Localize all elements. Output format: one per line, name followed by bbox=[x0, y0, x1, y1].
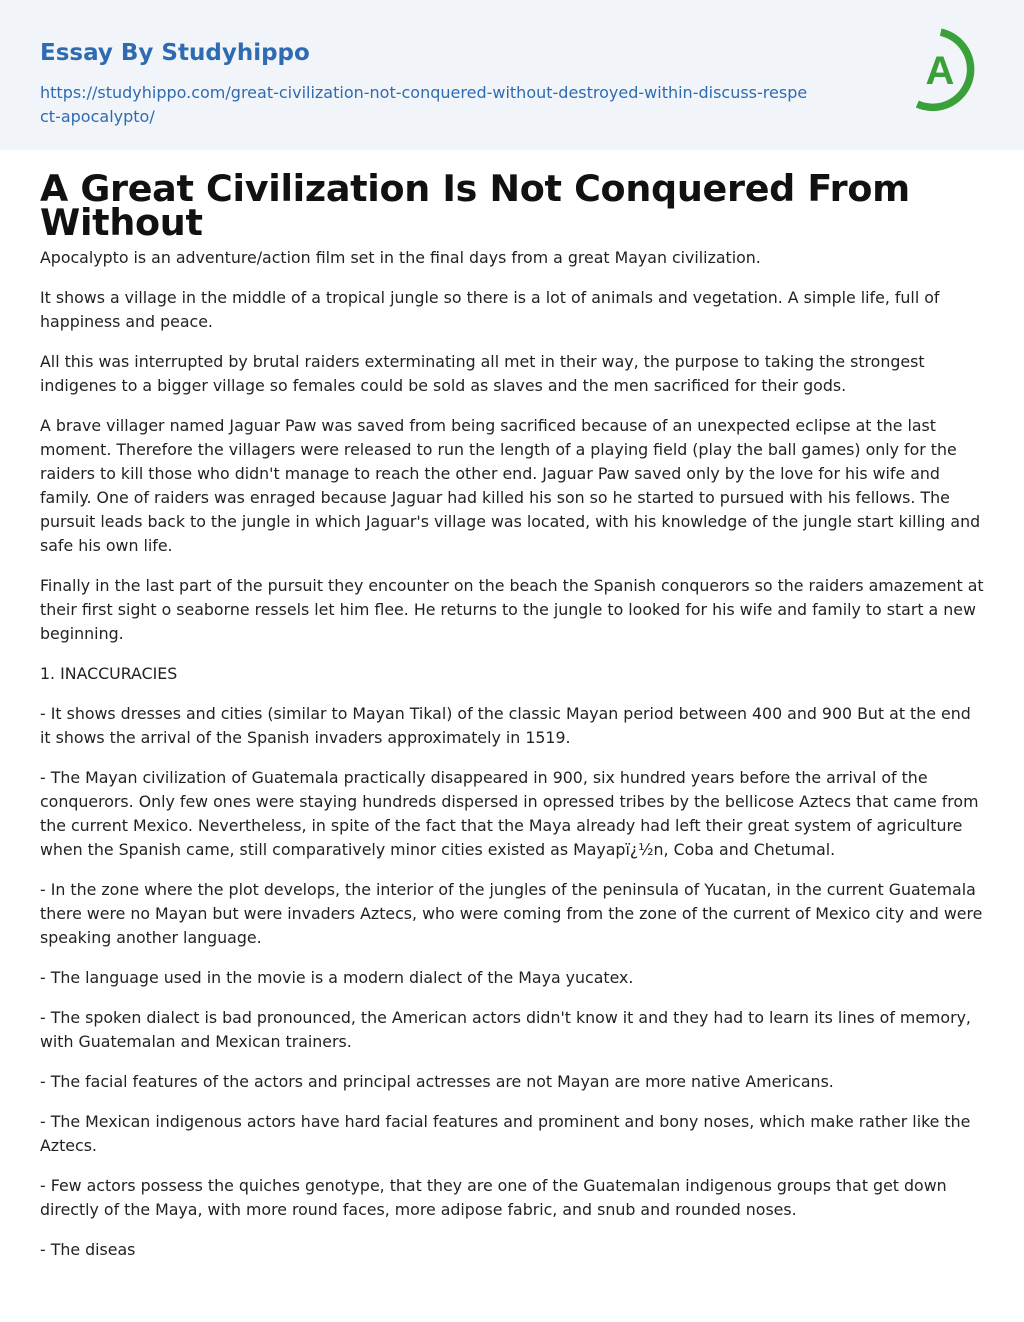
logo-letter: A bbox=[925, 49, 955, 93]
essay-title: A Great Civilization Is Not Conquered From Without bbox=[40, 167, 910, 244]
studyhippo-logo-icon[interactable] bbox=[905, 27, 991, 117]
essay-paragraph: Apocalypto is an adventure/action film set in the final days from a great Mayan civilization. bbox=[40, 248, 761, 267]
essay-paragraph: A brave villager named Jaguar Paw was saved from being sacrificed because of an unexpected eclipse at the last moment. Therefore the villagers were released to run the length of a playing field (play the ball games) only for the raiders to kill those who didn't manage to reach the other end. Jaguar Paw saved only by the love for his wife and family. One of raiders was enraged because Jaguar had killed his son so he started to pursued with his fellows. The pursuit leads back to the jungle in which Jaguar's village was located, with his knowledge of the jungle start killing and safe his own life. bbox=[40, 416, 981, 555]
essay-paragraph: - The facial features of the actors and principal actresses are not Mayan are more native Americans. bbox=[40, 1072, 834, 1091]
essay-content bbox=[0, 150, 1024, 1262]
essay-paragraph: - The language used in the movie is a modern dialect of the Maya yucatex. bbox=[40, 968, 634, 987]
essay-paragraph: - The Mexican indigenous actors have hard facial features and prominent and bony noses, which make rather like the Aztecs. bbox=[40, 1112, 971, 1155]
section-heading: 1. INACCURACIES bbox=[40, 664, 178, 683]
essay-paragraph: All this was interrupted by brutal raiders exterminating all met in their way, the purpose to taking the strongest indigenes to a bigger village so females could be sold as slaves and the men sacrificed for their gods. bbox=[40, 352, 925, 395]
essay-paragraph: It shows a village in the middle of a tropical jungle so there is a lot of animals and vegetation. A simple life, full of happiness and peace. bbox=[40, 288, 940, 331]
essay-paragraph: - It shows dresses and cities (similar to Mayan Tikal) of the classic Mayan period between 400 and 900 But at the end it shows the arrival of the Spanish invaders approximately in 1519. bbox=[40, 704, 971, 747]
essay-paragraph-truncated: - The diseas bbox=[40, 1240, 136, 1259]
brand-link[interactable]: Essay By Studyhippo bbox=[40, 40, 310, 66]
source-url-link[interactable]: https://studyhippo.com/great-civilization-not-conquered-without-destroyed-within-discuss-respect-apocalypto/ bbox=[40, 83, 808, 126]
essay-paragraph: - In the zone where the plot develops, the interior of the jungles of the peninsula of Yucatan, in the current Guatemala there were no Mayan but were invaders Aztecs, who were coming from the zone of the current of Mexico city and were speaking another language. bbox=[40, 880, 983, 947]
essay-paragraph: Finally in the last part of the pursuit they encounter on the beach the Spanish conquerors so the raiders amazement at their first sight o seaborne ressels let him flee. He returns to the jungle to looked for his wife and family to start a new beginning. bbox=[40, 576, 984, 643]
essay-paragraph: - The Mayan civilization of Guatemala practically disappeared in 900, six hundred years before the arrival of the conquerors. Only few ones were staying hundreds dispersed in opressed tribes by the bellicose Aztecs that came from the current Mexico. Nevertheless, in spite of the fact that the Maya already had left their great system of agriculture when the Spanish came, still comparatively minor cities existed as Mayapï¿½n, Coba and Chetumal. bbox=[40, 768, 979, 859]
essay-paragraph: - The spoken dialect is bad pronounced, the American actors didn't know it and they had to learn its lines of memory, with Guatemalan and Mexican trainers. bbox=[40, 1008, 971, 1051]
essay-paragraph: - Few actors possess the quiches genotype, that they are one of the Guatemalan indigenous groups that get down directly of the Maya, with more round faces, more adipose fabric, and snub and rounded noses. bbox=[40, 1176, 947, 1219]
site-header bbox=[0, 0, 1024, 150]
